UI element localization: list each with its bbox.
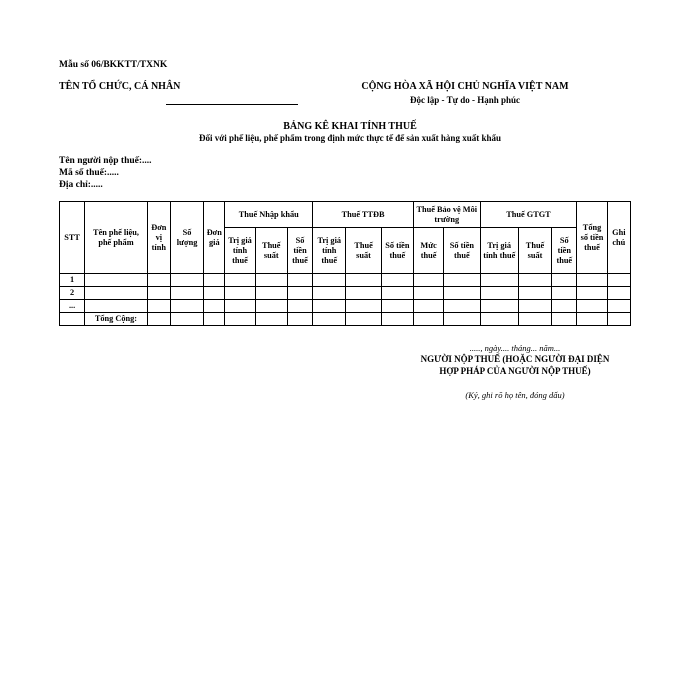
signature-title: NGƯỜI NỘP THUẾ (HOẶC NGƯỜI ĐẠI DIỆN HỢP PHÁP CỦA NGƯỜI NỘP THUẾ) <box>420 354 610 376</box>
special-taxable-value: Trị giá tính thuế <box>313 228 346 274</box>
form-code: Mẫu số 06/BKKTT/TXNK <box>59 60 168 70</box>
row-number: 1 <box>60 274 85 287</box>
group-special-tax: Thuế TTĐB <box>313 202 414 228</box>
table-header-row <box>60 202 631 228</box>
table-row <box>60 300 631 313</box>
col-unit-price: Đơn giá <box>204 202 225 274</box>
document-title: BẢNG KÊ KHAI TÍNH THUẾ <box>283 121 417 132</box>
tax-declaration-table <box>59 201 631 326</box>
group-environment-tax: Thuế Bảo vệ Môi trường <box>413 202 480 228</box>
taxpayer-address-field: Địa chỉ:..... <box>59 180 103 190</box>
taxpayer-name-field: Tên người nộp thuế:.... <box>59 156 152 166</box>
import-amount: Số tiền thuế <box>287 228 312 274</box>
col-unit: Đơn vị tính <box>147 202 170 274</box>
col-note: Ghi chú <box>607 202 630 274</box>
organization-name: TÊN TỔ CHỨC, CÁ NHÂN <box>59 81 181 92</box>
row-number: 2 <box>60 287 85 300</box>
national-title: CỘNG HÒA XÃ HỘI CHỦ NGHĨA VIỆT NAM <box>361 81 569 92</box>
env-level: Mức thuế <box>413 228 443 274</box>
vat-rate: Thuế suất <box>518 228 551 274</box>
col-stt: STT <box>60 202 85 274</box>
row-number: ... <box>60 300 85 313</box>
env-amount: Số tiền thuế <box>444 228 480 274</box>
total-label: Tổng Cộng: <box>85 313 148 326</box>
document-subtitle: Đối với phế liệu, phế phẩm trong định mức thực tế để sản xuất hàng xuất khẩu <box>199 133 501 143</box>
organization-underline <box>166 104 298 105</box>
col-total-tax: Tổng số tiền thuế <box>577 202 607 274</box>
import-rate: Thuế suất <box>255 228 287 274</box>
taxpayer-tax-code-field: Mã số thuế:..... <box>59 168 119 178</box>
total-row <box>60 313 631 326</box>
signature-date-line: ....., ngày.... tháng... năm... <box>469 343 561 353</box>
import-taxable-value: Trị giá tính thuế <box>225 228 255 274</box>
table-row <box>60 287 631 300</box>
table-row <box>60 274 631 287</box>
col-product: Tên phế liệu, phế phẩm <box>85 202 148 274</box>
group-import-tax: Thuế Nhập khẩu <box>225 202 313 228</box>
special-rate: Thuế suất <box>346 228 381 274</box>
special-amount: Số tiền thuế <box>381 228 413 274</box>
col-quantity: Số lượng <box>170 202 203 274</box>
national-motto: Độc lập - Tự do - Hạnh phúc <box>409 95 520 105</box>
vat-taxable-value: Trị giá tính thuế <box>480 228 518 274</box>
signature-note: (Ký, ghi rõ họ tên, đóng dấu) <box>465 390 565 400</box>
vat-amount: Số tiền thuế <box>552 228 577 274</box>
group-vat: Thuế GTGT <box>480 202 577 228</box>
